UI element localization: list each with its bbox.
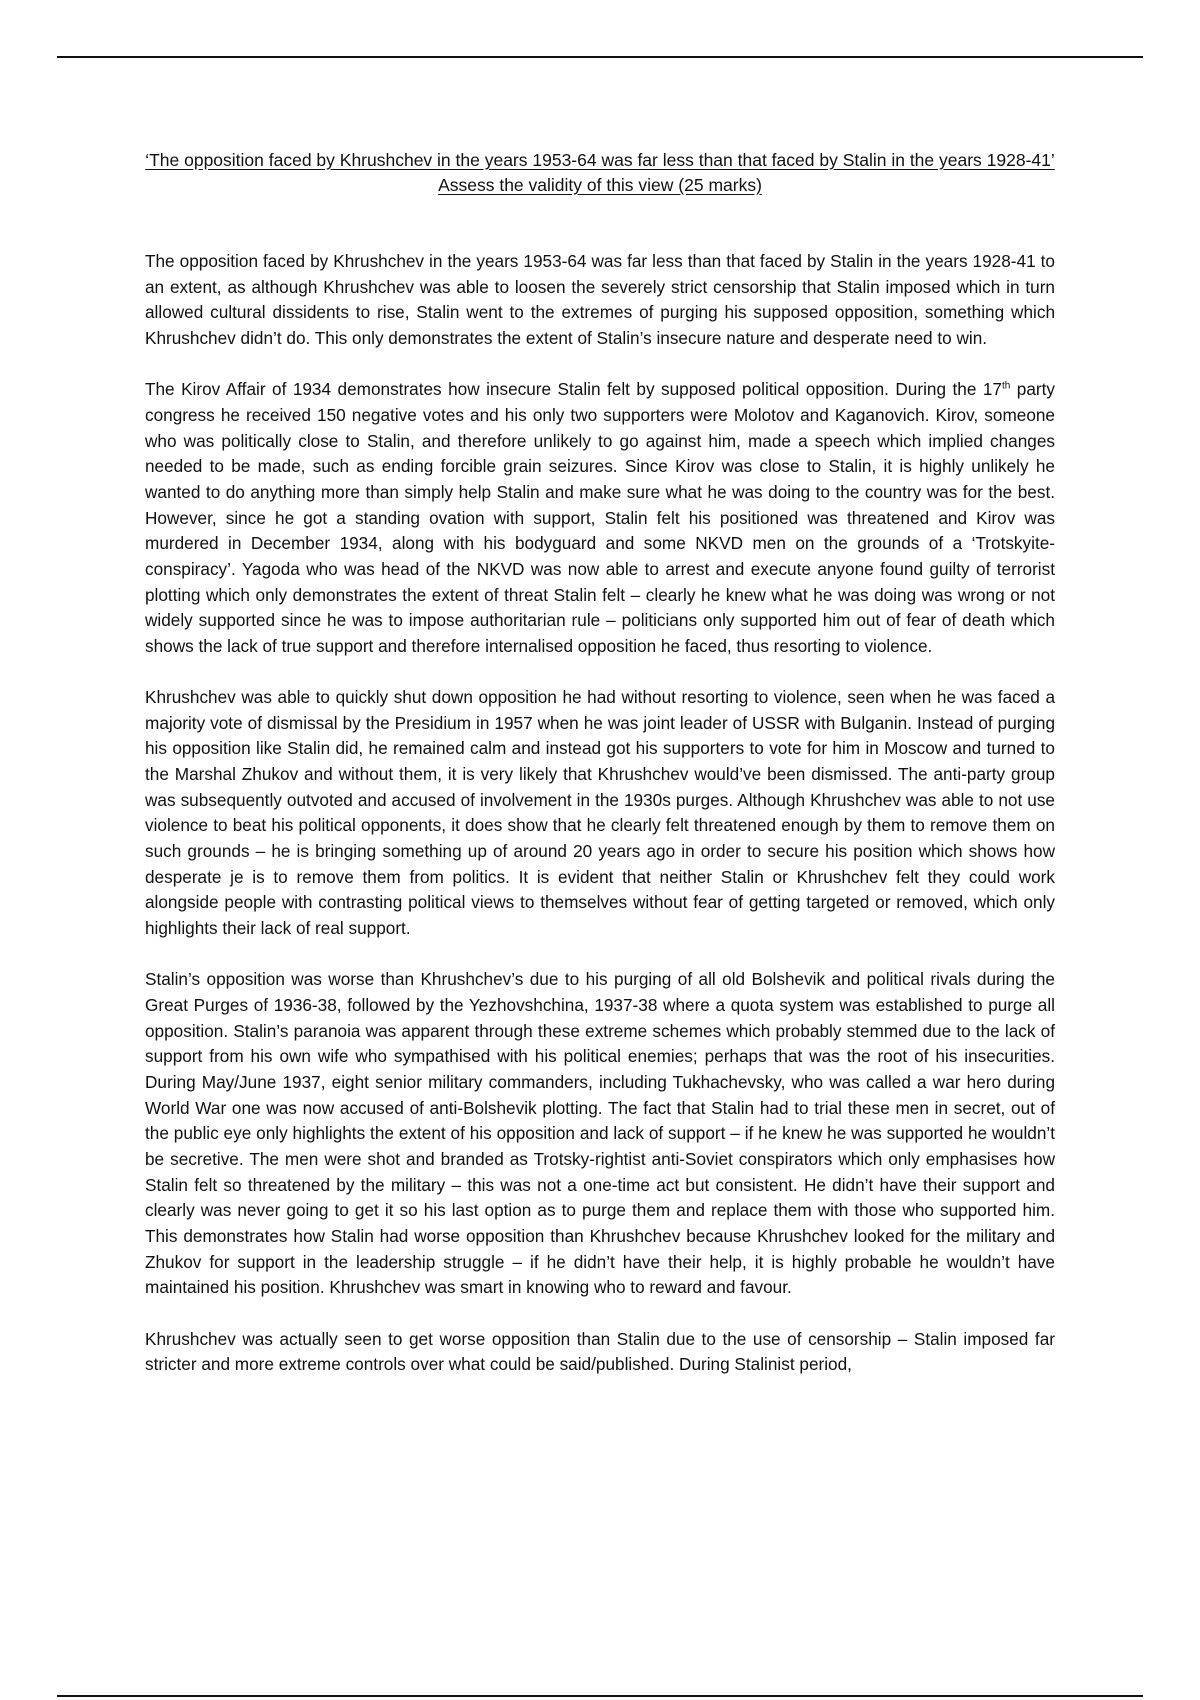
paragraph-censorship: Khrushchev was actually seen to get worse opposition than Stalin due to the use of censorship – Stalin imposed far stricter and more extreme controls over what could be said/published. During Stalinist period, bbox=[145, 1328, 1055, 1375]
paragraph-great-purges: Stalin’s opposition was worse than Khrushchev’s due to his purging of all old Bolshevik and political rivals during the Great Purges of 1936-38, followed by the Yezhovshchina, 1937-38 where a quota system was established to purge all opposition. Stalin’s paranoia was apparent through these extreme schemes which probably stemmed due to the lack of support from his own wife who sympathised with his political enemies; perhaps that was the root of his insecurities. During May/June 1937, eight senior military commanders, including Tukhachevsky, who was called a war hero during World War one was now accused of anti-Bolshevik plotting. The fact that Stalin had to trial these men in secret, out of the public eye only highlights the extent of his opposition and lack of support – if he knew he was supported he wouldn’t be secretive. The men were shot and branded as Trotsky-rightist anti-Soviet conspirators which only emphasises how Stalin felt so threatened by the military – this was not a one-time act but consistent. He didn’t have their support and clearly was never going to get it so his last option as to purge them and replace them with those who supported him. This demonstrates how Stalin had worse opposition than Khrushchev because Khrushchev looked for the military and Zhukov for support in the leadership struggle – if he didn’t have their help, it is highly probable he wouldn’t have maintained his position. Khrushchev was smart in knowing who to reward and favour. bbox=[145, 969, 1055, 1298]
paragraph-kirov-rest: party congress he received 150 negative votes and his only two supporters were Molotov and Kaganovich. Kirov, someone who was politically close to Stalin, and therefore unlikely to go against him, made a speech which implied changes needed to be made, such as ending forcible grain seizures. Since Kirov was close to Stalin, it is highly unlikely he wanted to do anything more than simply help Stalin and make sure what he was doing to the country was for the best. However, since he got a standing ovation with support, Stalin felt his positioned was threatened and Kirov was murdered in December 1934, along with his bodyguard and some NKVD men on the grounds of a ‘Trotskyite-conspiracy’. Yagoda who was head of the NKVD was now able to arrest and execute anyone found guilty of terrorist plotting which only demonstrates the extent of threat Stalin felt – clearly he knew what he was doing was wrong or not widely supported since he was to impose authoritarian rule – politicians only supported him out of fear of death which shows the lack of true support and therefore internalised opposition he faced, thus resorting to violence. bbox=[145, 379, 1055, 656]
top-rule bbox=[57, 56, 1143, 58]
paragraph-kirov-start: The Kirov Affair of 1934 demonstrates how insecure Stalin felt by supposed political opposition. During the 17 bbox=[145, 379, 1002, 400]
essay-instruction: Assess the validity of this view (25 marks) bbox=[438, 175, 762, 195]
essay-title bbox=[145, 148, 1055, 198]
essay-question: ‘The opposition faced by Khrushchev in the years 1953-64 was far less than that faced by Stalin in the years 1928-41’ bbox=[145, 150, 1055, 170]
essay-body bbox=[145, 249, 1055, 1403]
bottom-rule bbox=[57, 1695, 1143, 1697]
paragraph-intro: The opposition faced by Khrushchev in the years 1953-64 was far less than that faced by Stalin in the years 1928-41 to an extent, as although Khrushchev was able to loosen the severely strict censorship that Stalin imposed which in turn allowed cultural dissidents to rise, Stalin went to the extremes of purging his supposed opposition, something which Khrushchev didn’t do. This only demonstrates the extent of Stalin’s insecure nature and desperate need to win. bbox=[145, 251, 1055, 348]
paragraph-presidium-1957: Khrushchev was able to quickly shut down opposition he had without resorting to violence, seen when he was faced a majority vote of dismissal by the Presidium in 1957 when he was joint leader of USSR with Bulganin. Instead of purging his opposition like Stalin did, he remained calm and instead got his supporters to vote for him in Moscow and turned to the Marshal Zhukov and without them, it is very likely that Khrushchev would’ve been dismissed. The anti-party group was subsequently outvoted and accused of involvement in the 1930s purges. Although Khrushchev was able to not use violence to beat his political opponents, it does show that he clearly felt threatened enough by them to remove them on such grounds – he is bringing something up of around 20 years ago in order to secure his position which shows how desperate je is to remove them from politics. It is evident that neither Stalin or Khrushchev felt they could work alongside people with contrasting political views to themselves without fear of getting targeted or removed, which only highlights their lack of real support. bbox=[145, 687, 1055, 939]
paragraph-kirov-affair bbox=[145, 377, 1055, 659]
ordinal-superscript: th bbox=[1001, 380, 1011, 392]
